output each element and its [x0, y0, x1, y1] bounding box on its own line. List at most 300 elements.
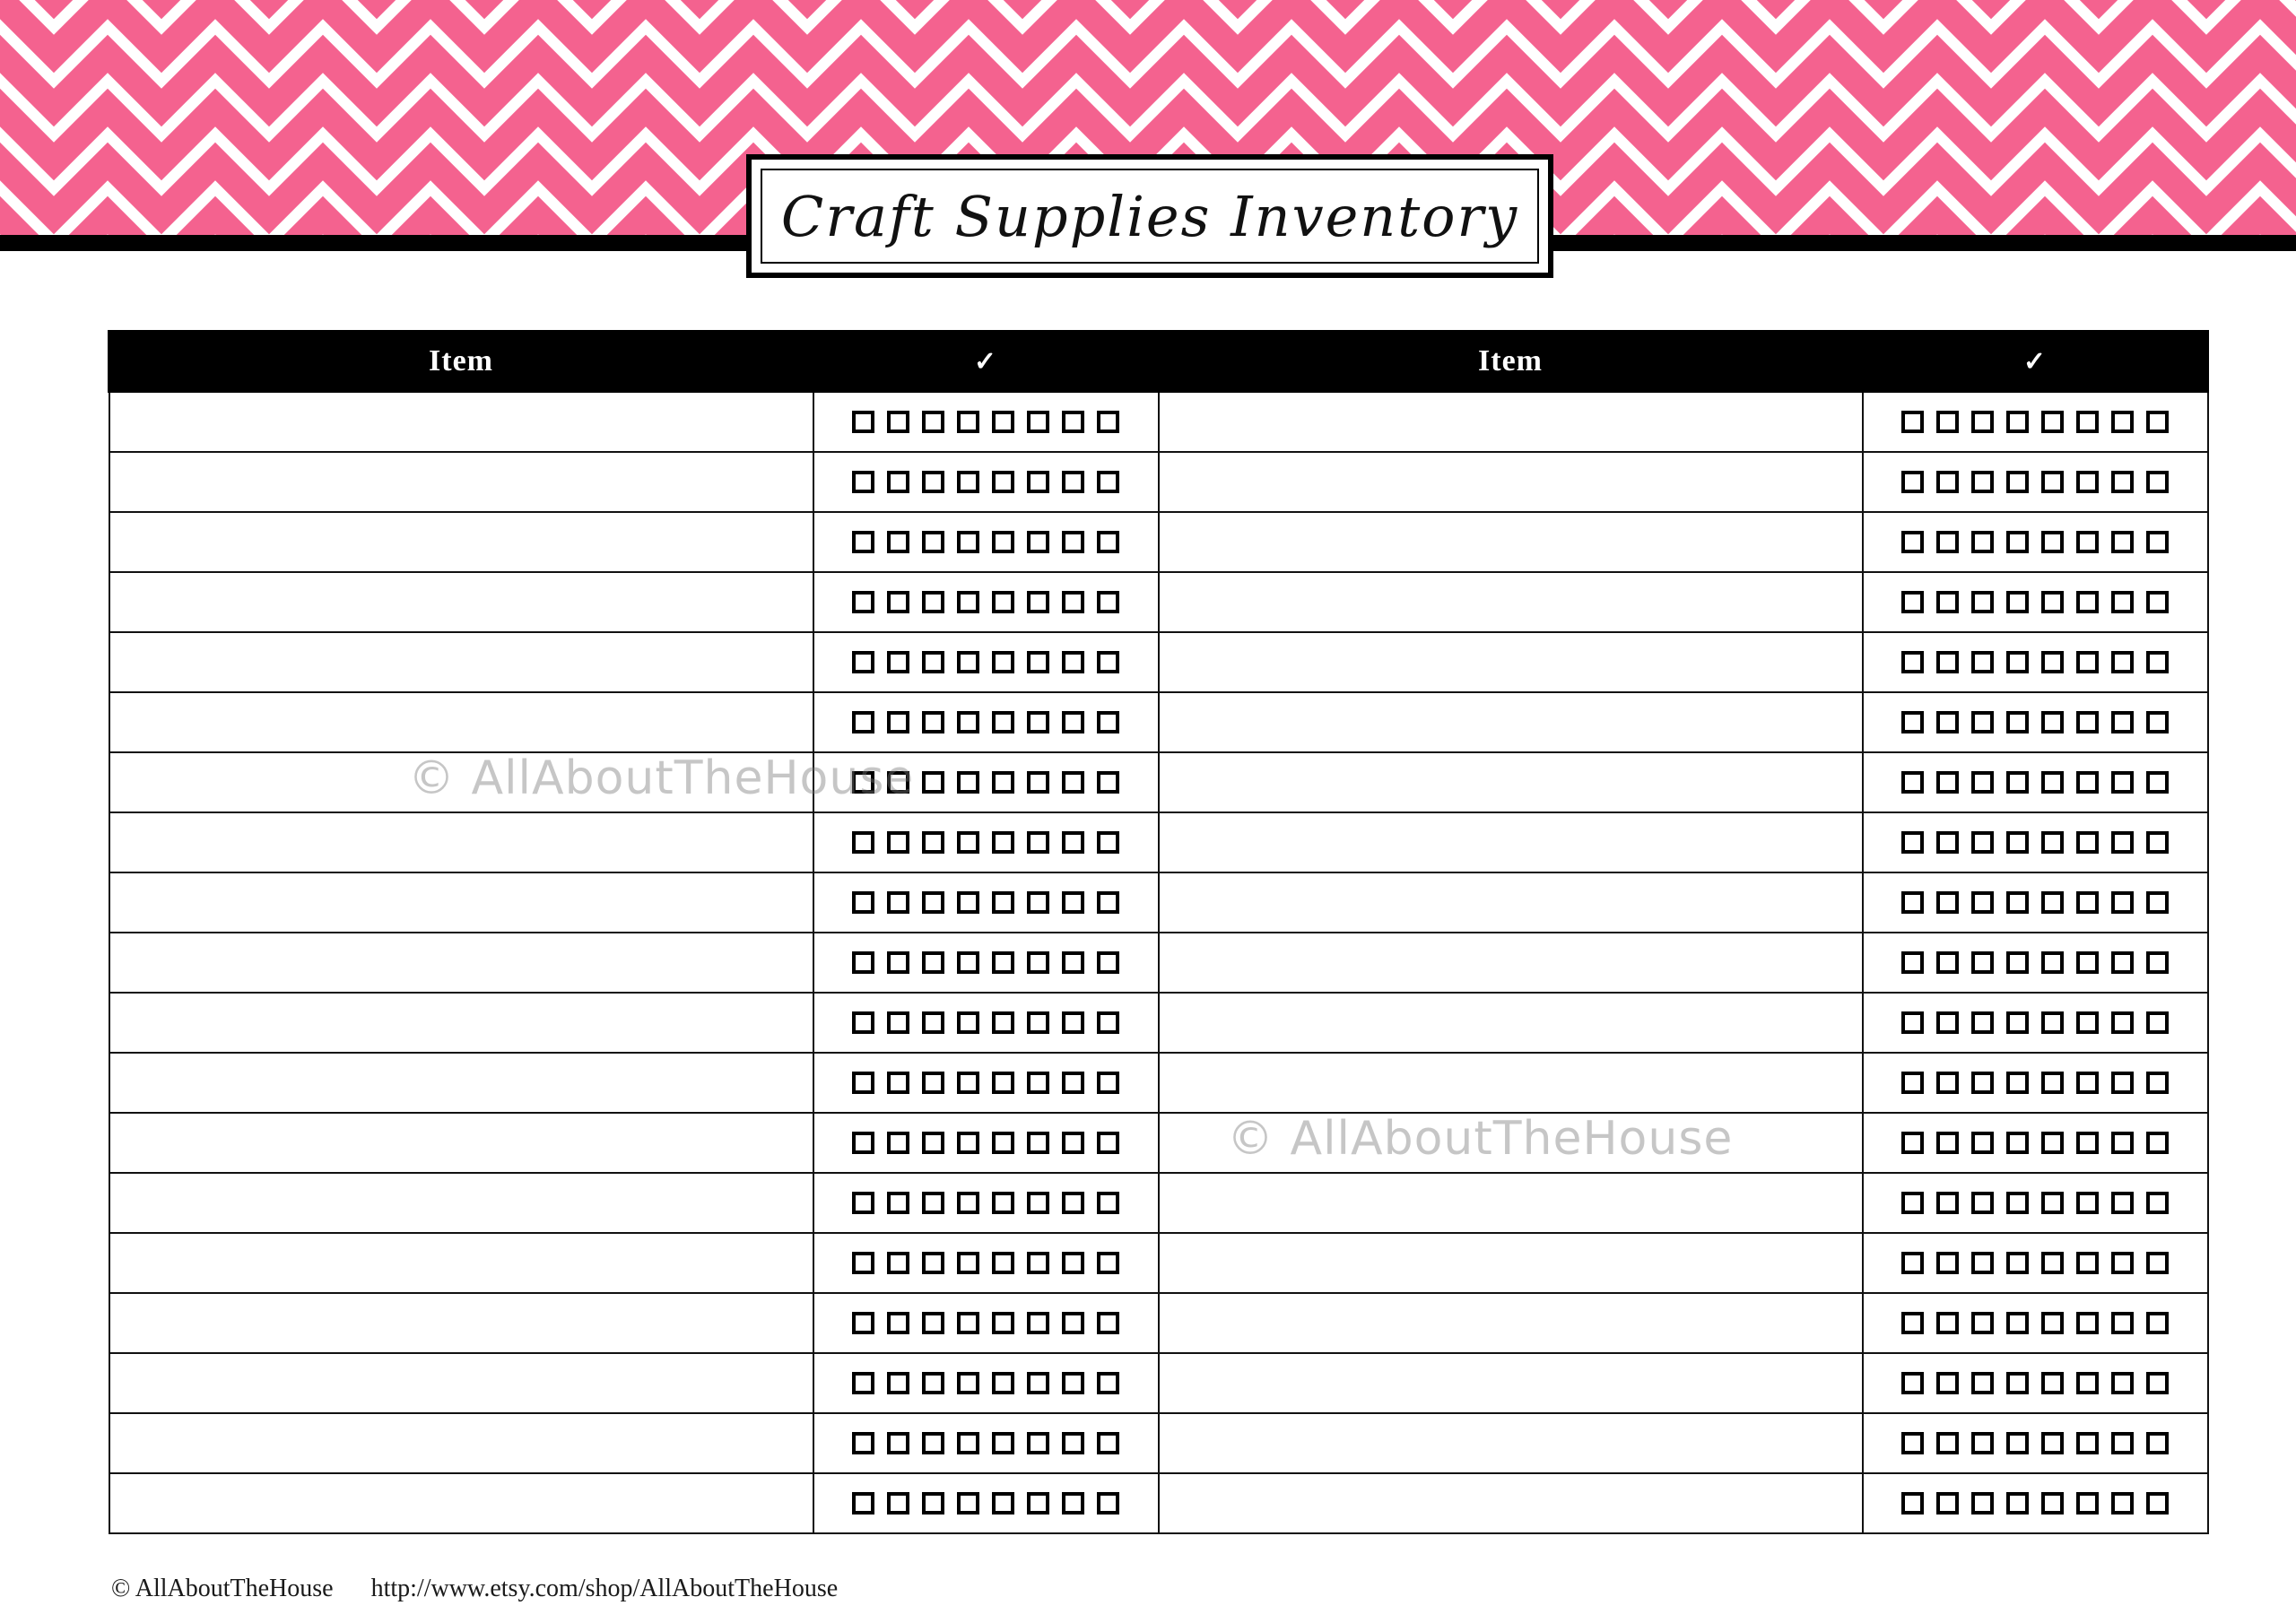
checkbox[interactable]: [2076, 1072, 2099, 1094]
checkbox[interactable]: [2006, 1432, 2029, 1454]
checkbox[interactable]: [1971, 771, 1994, 794]
checkbox[interactable]: [887, 1492, 909, 1515]
item-input-right[interactable]: [1159, 1293, 1863, 1353]
checkbox[interactable]: [852, 1252, 874, 1274]
checkbox[interactable]: [1901, 1192, 1924, 1214]
checkbox[interactable]: [1936, 1132, 1959, 1154]
checkbox[interactable]: [922, 1252, 944, 1274]
checkbox[interactable]: [1971, 531, 1994, 553]
checkbox[interactable]: [1097, 531, 1119, 553]
item-input-left[interactable]: [109, 1473, 813, 1533]
checkbox[interactable]: [1901, 951, 1924, 974]
checkbox[interactable]: [2111, 771, 2134, 794]
checkbox[interactable]: [2111, 1372, 2134, 1394]
checkbox[interactable]: [992, 1432, 1014, 1454]
checkbox[interactable]: [992, 651, 1014, 673]
checkbox[interactable]: [1027, 1492, 1049, 1515]
checkbox[interactable]: [1901, 1372, 1924, 1394]
checkbox[interactable]: [1936, 1312, 1959, 1334]
checkbox[interactable]: [1062, 1432, 1084, 1454]
checkbox[interactable]: [2146, 591, 2169, 613]
checkbox[interactable]: [1901, 1312, 1924, 1334]
checkbox[interactable]: [887, 471, 909, 493]
checkbox[interactable]: [1901, 1432, 1924, 1454]
checkbox[interactable]: [2146, 891, 2169, 914]
checkbox[interactable]: [2076, 951, 2099, 974]
checkbox[interactable]: [992, 951, 1014, 974]
checkbox[interactable]: [1027, 1312, 1049, 1334]
checkbox[interactable]: [1097, 1252, 1119, 1274]
item-input-left[interactable]: [109, 512, 813, 572]
checkbox[interactable]: [1971, 471, 1994, 493]
checkbox[interactable]: [992, 471, 1014, 493]
checkbox[interactable]: [1901, 1011, 1924, 1034]
checkbox[interactable]: [887, 1432, 909, 1454]
checkbox[interactable]: [1936, 1372, 1959, 1394]
checkbox[interactable]: [1062, 1252, 1084, 1274]
checkbox[interactable]: [2006, 1192, 2029, 1214]
item-input-left[interactable]: [109, 993, 813, 1053]
checkbox[interactable]: [1027, 771, 1049, 794]
checkbox[interactable]: [1097, 651, 1119, 673]
item-input-left[interactable]: [109, 1413, 813, 1473]
checkbox[interactable]: [887, 1132, 909, 1154]
checkbox[interactable]: [922, 471, 944, 493]
checkbox[interactable]: [887, 531, 909, 553]
checkbox[interactable]: [2006, 1372, 2029, 1394]
checkbox[interactable]: [957, 1072, 979, 1094]
checkbox[interactable]: [2111, 711, 2134, 733]
checkbox[interactable]: [1027, 1192, 1049, 1214]
checkbox[interactable]: [2076, 471, 2099, 493]
checkbox[interactable]: [2111, 531, 2134, 553]
checkbox[interactable]: [922, 951, 944, 974]
checkbox[interactable]: [852, 651, 874, 673]
checkbox[interactable]: [1936, 891, 1959, 914]
item-input-right[interactable]: [1159, 1233, 1863, 1293]
checkbox[interactable]: [887, 951, 909, 974]
checkbox[interactable]: [1097, 411, 1119, 433]
checkbox[interactable]: [2041, 1492, 2064, 1515]
checkbox[interactable]: [957, 411, 979, 433]
item-input-left[interactable]: [109, 812, 813, 872]
item-input-left[interactable]: [109, 872, 813, 933]
checkbox[interactable]: [1027, 531, 1049, 553]
checkbox[interactable]: [2111, 1252, 2134, 1274]
checkbox[interactable]: [1971, 1192, 1994, 1214]
checkbox[interactable]: [2006, 1132, 2029, 1154]
item-input-right[interactable]: [1159, 1413, 1863, 1473]
item-input-right[interactable]: [1159, 993, 1863, 1053]
checkbox[interactable]: [2076, 1192, 2099, 1214]
checkbox[interactable]: [852, 1072, 874, 1094]
checkbox[interactable]: [2076, 1312, 2099, 1334]
checkbox[interactable]: [1936, 831, 1959, 854]
checkbox[interactable]: [1936, 1252, 1959, 1274]
checkbox[interactable]: [992, 1312, 1014, 1334]
checkbox[interactable]: [887, 411, 909, 433]
checkbox[interactable]: [992, 411, 1014, 433]
checkbox[interactable]: [992, 591, 1014, 613]
checkbox[interactable]: [922, 771, 944, 794]
checkbox[interactable]: [1062, 1011, 1084, 1034]
checkbox[interactable]: [2146, 831, 2169, 854]
checkbox[interactable]: [2076, 1252, 2099, 1274]
checkbox[interactable]: [2111, 591, 2134, 613]
checkbox[interactable]: [852, 1432, 874, 1454]
checkbox[interactable]: [1062, 891, 1084, 914]
checkbox[interactable]: [957, 591, 979, 613]
checkbox[interactable]: [2146, 411, 2169, 433]
checkbox[interactable]: [1936, 771, 1959, 794]
checkbox[interactable]: [1936, 1192, 1959, 1214]
checkbox[interactable]: [2041, 1011, 2064, 1034]
checkbox[interactable]: [2111, 1312, 2134, 1334]
checkbox[interactable]: [922, 831, 944, 854]
checkbox[interactable]: [992, 771, 1014, 794]
checkbox[interactable]: [852, 891, 874, 914]
checkbox[interactable]: [922, 1132, 944, 1154]
checkbox[interactable]: [1097, 1072, 1119, 1094]
checkbox[interactable]: [2006, 1492, 2029, 1515]
checkbox[interactable]: [2146, 711, 2169, 733]
checkbox[interactable]: [957, 1492, 979, 1515]
checkbox[interactable]: [992, 1372, 1014, 1394]
checkbox[interactable]: [957, 1192, 979, 1214]
item-input-right[interactable]: [1159, 632, 1863, 692]
checkbox[interactable]: [1097, 711, 1119, 733]
item-input-left[interactable]: [109, 1053, 813, 1113]
checkbox[interactable]: [1936, 1072, 1959, 1094]
item-input-left[interactable]: [109, 1233, 813, 1293]
item-input-left[interactable]: [109, 1113, 813, 1173]
checkbox[interactable]: [2111, 1011, 2134, 1034]
checkbox[interactable]: [2111, 1192, 2134, 1214]
checkbox[interactable]: [957, 1132, 979, 1154]
checkbox[interactable]: [1901, 831, 1924, 854]
checkbox[interactable]: [1971, 591, 1994, 613]
checkbox[interactable]: [2006, 1312, 2029, 1334]
checkbox[interactable]: [1971, 891, 1994, 914]
checkbox[interactable]: [992, 831, 1014, 854]
checkbox[interactable]: [2006, 771, 2029, 794]
item-input-left[interactable]: [109, 572, 813, 632]
checkbox[interactable]: [1062, 531, 1084, 553]
checkbox[interactable]: [887, 1072, 909, 1094]
checkbox[interactable]: [887, 771, 909, 794]
checkbox[interactable]: [2146, 1072, 2169, 1094]
checkbox[interactable]: [2041, 1252, 2064, 1274]
checkbox[interactable]: [957, 951, 979, 974]
checkbox[interactable]: [2076, 711, 2099, 733]
checkbox[interactable]: [992, 1072, 1014, 1094]
item-input-left[interactable]: [109, 692, 813, 752]
checkbox[interactable]: [1027, 1372, 1049, 1394]
checkbox[interactable]: [1062, 651, 1084, 673]
checkbox[interactable]: [887, 651, 909, 673]
checkbox[interactable]: [2146, 1132, 2169, 1154]
checkbox[interactable]: [2006, 1072, 2029, 1094]
checkbox[interactable]: [1901, 411, 1924, 433]
item-input-right[interactable]: [1159, 692, 1863, 752]
checkbox[interactable]: [2111, 1492, 2134, 1515]
checkbox[interactable]: [1097, 591, 1119, 613]
item-input-left[interactable]: [109, 752, 813, 812]
checkbox[interactable]: [992, 1492, 1014, 1515]
checkbox[interactable]: [1027, 1011, 1049, 1034]
checkbox[interactable]: [1027, 711, 1049, 733]
checkbox[interactable]: [957, 651, 979, 673]
checkbox[interactable]: [2041, 1432, 2064, 1454]
checkbox[interactable]: [887, 1312, 909, 1334]
checkbox[interactable]: [1097, 831, 1119, 854]
checkbox[interactable]: [1971, 1432, 1994, 1454]
checkbox[interactable]: [887, 591, 909, 613]
checkbox[interactable]: [1901, 591, 1924, 613]
checkbox[interactable]: [2076, 1011, 2099, 1034]
item-input-left[interactable]: [109, 1173, 813, 1233]
checkbox[interactable]: [852, 1192, 874, 1214]
checkbox[interactable]: [1901, 891, 1924, 914]
checkbox[interactable]: [2041, 591, 2064, 613]
checkbox[interactable]: [2146, 951, 2169, 974]
checkbox[interactable]: [957, 531, 979, 553]
item-input-right[interactable]: [1159, 812, 1863, 872]
checkbox[interactable]: [2006, 831, 2029, 854]
checkbox[interactable]: [887, 711, 909, 733]
item-input-right[interactable]: [1159, 1353, 1863, 1413]
checkbox[interactable]: [2146, 771, 2169, 794]
checkbox[interactable]: [1062, 711, 1084, 733]
checkbox[interactable]: [1097, 1011, 1119, 1034]
checkbox[interactable]: [957, 1011, 979, 1034]
checkbox[interactable]: [2111, 1432, 2134, 1454]
checkbox[interactable]: [957, 1312, 979, 1334]
checkbox[interactable]: [1062, 1492, 1084, 1515]
checkbox[interactable]: [1062, 831, 1084, 854]
checkbox[interactable]: [852, 1372, 874, 1394]
checkbox[interactable]: [992, 711, 1014, 733]
checkbox[interactable]: [887, 1011, 909, 1034]
checkbox[interactable]: [2076, 771, 2099, 794]
item-input-right[interactable]: [1159, 452, 1863, 512]
checkbox[interactable]: [2111, 1132, 2134, 1154]
checkbox[interactable]: [852, 1132, 874, 1154]
checkbox[interactable]: [2111, 471, 2134, 493]
checkbox[interactable]: [887, 831, 909, 854]
checkbox[interactable]: [2146, 1432, 2169, 1454]
checkbox[interactable]: [1901, 711, 1924, 733]
item-input-right[interactable]: [1159, 1473, 1863, 1533]
checkbox[interactable]: [2111, 951, 2134, 974]
checkbox[interactable]: [1901, 531, 1924, 553]
checkbox[interactable]: [1027, 951, 1049, 974]
checkbox[interactable]: [957, 1432, 979, 1454]
checkbox[interactable]: [1027, 591, 1049, 613]
checkbox[interactable]: [957, 1372, 979, 1394]
checkbox[interactable]: [1901, 1492, 1924, 1515]
checkbox[interactable]: [2041, 1072, 2064, 1094]
checkbox[interactable]: [922, 1312, 944, 1334]
checkbox[interactable]: [1062, 1372, 1084, 1394]
checkbox[interactable]: [1097, 1312, 1119, 1334]
checkbox[interactable]: [2076, 531, 2099, 553]
checkbox[interactable]: [922, 1492, 944, 1515]
checkbox[interactable]: [1097, 951, 1119, 974]
checkbox[interactable]: [2006, 891, 2029, 914]
checkbox[interactable]: [2041, 1372, 2064, 1394]
checkbox[interactable]: [1936, 711, 1959, 733]
checkbox[interactable]: [1027, 1132, 1049, 1154]
checkbox[interactable]: [1971, 411, 1994, 433]
checkbox[interactable]: [1027, 1432, 1049, 1454]
checkbox[interactable]: [992, 1252, 1014, 1274]
checkbox[interactable]: [1062, 951, 1084, 974]
checkbox[interactable]: [2041, 771, 2064, 794]
checkbox[interactable]: [887, 1372, 909, 1394]
item-input-right[interactable]: [1159, 572, 1863, 632]
checkbox[interactable]: [2041, 711, 2064, 733]
checkbox[interactable]: [1901, 1072, 1924, 1094]
checkbox[interactable]: [922, 411, 944, 433]
item-input-left[interactable]: [109, 452, 813, 512]
item-input-right[interactable]: [1159, 512, 1863, 572]
checkbox[interactable]: [1971, 1132, 1994, 1154]
checkbox[interactable]: [2076, 1492, 2099, 1515]
checkbox[interactable]: [1901, 771, 1924, 794]
checkbox[interactable]: [992, 1132, 1014, 1154]
checkbox[interactable]: [1027, 1252, 1049, 1274]
checkbox[interactable]: [1062, 411, 1084, 433]
checkbox[interactable]: [852, 1011, 874, 1034]
checkbox[interactable]: [1901, 651, 1924, 673]
checkbox[interactable]: [852, 711, 874, 733]
checkbox[interactable]: [2041, 531, 2064, 553]
checkbox[interactable]: [1097, 471, 1119, 493]
checkbox[interactable]: [922, 1192, 944, 1214]
checkbox[interactable]: [1971, 1072, 1994, 1094]
checkbox[interactable]: [2041, 951, 2064, 974]
checkbox[interactable]: [1936, 591, 1959, 613]
checkbox[interactable]: [2076, 891, 2099, 914]
checkbox[interactable]: [2076, 411, 2099, 433]
checkbox[interactable]: [2006, 531, 2029, 553]
checkbox[interactable]: [2111, 1072, 2134, 1094]
checkbox[interactable]: [1062, 591, 1084, 613]
checkbox[interactable]: [1971, 951, 1994, 974]
checkbox[interactable]: [1062, 771, 1084, 794]
checkbox[interactable]: [2006, 711, 2029, 733]
checkbox[interactable]: [2111, 831, 2134, 854]
item-input-right[interactable]: [1159, 752, 1863, 812]
checkbox[interactable]: [2041, 651, 2064, 673]
checkbox[interactable]: [2041, 831, 2064, 854]
checkbox[interactable]: [2006, 651, 2029, 673]
checkbox[interactable]: [1971, 1252, 1994, 1274]
checkbox[interactable]: [2111, 891, 2134, 914]
checkbox[interactable]: [1097, 771, 1119, 794]
checkbox[interactable]: [1936, 1492, 1959, 1515]
checkbox[interactable]: [957, 1252, 979, 1274]
checkbox[interactable]: [1971, 711, 1994, 733]
checkbox[interactable]: [922, 891, 944, 914]
checkbox[interactable]: [1027, 831, 1049, 854]
checkbox[interactable]: [922, 591, 944, 613]
checkbox[interactable]: [2041, 891, 2064, 914]
checkbox[interactable]: [2076, 831, 2099, 854]
checkbox[interactable]: [2076, 1132, 2099, 1154]
checkbox[interactable]: [2041, 1192, 2064, 1214]
item-input-left[interactable]: [109, 392, 813, 453]
checkbox[interactable]: [1971, 1372, 1994, 1394]
checkbox[interactable]: [852, 591, 874, 613]
checkbox[interactable]: [2111, 651, 2134, 673]
checkbox[interactable]: [1936, 411, 1959, 433]
checkbox[interactable]: [922, 711, 944, 733]
checkbox[interactable]: [852, 951, 874, 974]
checkbox[interactable]: [1901, 1252, 1924, 1274]
checkbox[interactable]: [957, 831, 979, 854]
checkbox[interactable]: [2076, 1432, 2099, 1454]
checkbox[interactable]: [2076, 1372, 2099, 1394]
checkbox[interactable]: [1971, 831, 1994, 854]
checkbox[interactable]: [2041, 411, 2064, 433]
checkbox[interactable]: [852, 411, 874, 433]
checkbox[interactable]: [922, 531, 944, 553]
checkbox[interactable]: [957, 471, 979, 493]
checkbox[interactable]: [2146, 1192, 2169, 1214]
checkbox[interactable]: [922, 1072, 944, 1094]
checkbox[interactable]: [1062, 1192, 1084, 1214]
checkbox[interactable]: [2006, 471, 2029, 493]
checkbox[interactable]: [1097, 1372, 1119, 1394]
checkbox[interactable]: [2146, 471, 2169, 493]
checkbox[interactable]: [2076, 591, 2099, 613]
checkbox[interactable]: [2006, 411, 2029, 433]
checkbox[interactable]: [1936, 651, 1959, 673]
checkbox[interactable]: [1971, 1492, 1994, 1515]
checkbox[interactable]: [2146, 531, 2169, 553]
checkbox[interactable]: [1062, 1312, 1084, 1334]
item-input-right[interactable]: [1159, 872, 1863, 933]
checkbox[interactable]: [1027, 411, 1049, 433]
checkbox[interactable]: [992, 531, 1014, 553]
checkbox[interactable]: [887, 1252, 909, 1274]
checkbox[interactable]: [852, 531, 874, 553]
checkbox[interactable]: [852, 471, 874, 493]
item-input-left[interactable]: [109, 1293, 813, 1353]
item-input-right[interactable]: [1159, 1113, 1863, 1173]
item-input-left[interactable]: [109, 933, 813, 993]
checkbox[interactable]: [992, 891, 1014, 914]
checkbox[interactable]: [1936, 1011, 1959, 1034]
item-input-left[interactable]: [109, 1353, 813, 1413]
checkbox[interactable]: [2006, 1011, 2029, 1034]
checkbox[interactable]: [1097, 1492, 1119, 1515]
checkbox[interactable]: [1936, 1432, 1959, 1454]
checkbox[interactable]: [2146, 1372, 2169, 1394]
item-input-right[interactable]: [1159, 933, 1863, 993]
checkbox[interactable]: [992, 1011, 1014, 1034]
checkbox[interactable]: [1027, 471, 1049, 493]
checkbox[interactable]: [922, 1372, 944, 1394]
checkbox[interactable]: [1027, 651, 1049, 673]
checkbox[interactable]: [1901, 471, 1924, 493]
checkbox[interactable]: [2041, 471, 2064, 493]
checkbox[interactable]: [1901, 1132, 1924, 1154]
checkbox[interactable]: [1027, 1072, 1049, 1094]
checkbox[interactable]: [1062, 1072, 1084, 1094]
